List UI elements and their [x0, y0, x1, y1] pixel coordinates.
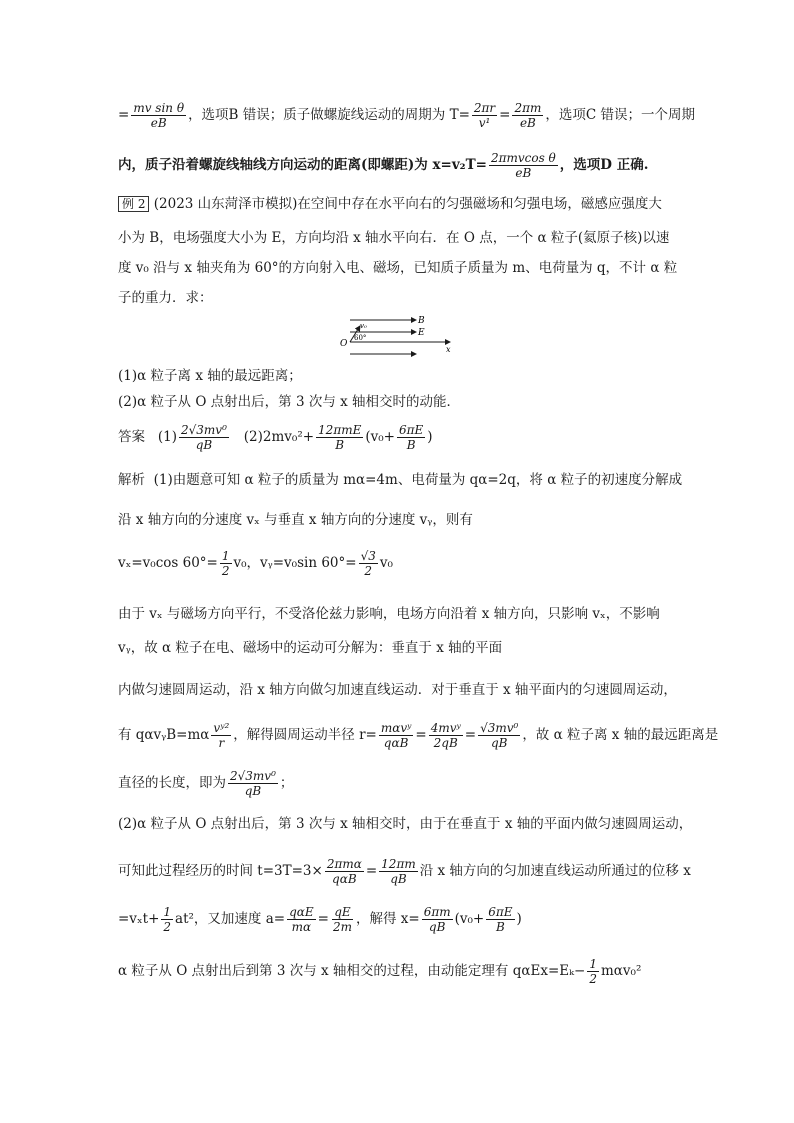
- fraction: $\frac{\text{mv sin θ}}{eB}$: [133, 101, 185, 130]
- label-O: O: [340, 339, 348, 349]
- solution-line-9: (2)α 粒子从 O 点射出后，第 3 次与 x 轴相交时，由于在垂直于 x 轴的平面内做匀速圆周运动，: [118, 816, 693, 832]
- solution-line-1: 解析 (1)由题意可知 α 粒子的质量为 mα=4m、电荷量为 qα=2q，将 α 粒子的初速度分解成: [118, 472, 683, 488]
- example-line-1: 例 2 (2023 山东菏泽市模拟)在空间中存在水平向右的匀强磁场和匀强电场，磁感应强度大: [118, 198, 662, 212]
- label-angle: 60°: [354, 334, 367, 342]
- example-line-2: 小为 B，电场强度大小为 E，方向均沿 x 轴水平向右．在 O 点，一个 α 粒子(氦原子核)以速: [118, 230, 670, 246]
- answer-line: 答案 (1) $\frac{\text{2√3mv⁰}}{qB}$ (2)2mv₀²+ $\frac{\text{12πmE}}{B}$ (v₀+ $\frac{6\pi E}{B}$ ): [118, 423, 433, 452]
- solution-line-5: vᵧ，故 α 粒子在电、磁场中的运动可分解为：垂直于 x 轴的平面: [118, 640, 503, 656]
- solution-line-3: vₓ=v₀cos 60°= $\frac{1}{2}$ v₀，vᵧ=v₀sin 60°= $\frac{√3}{2}$ v₀: [118, 549, 393, 578]
- question-2: (2)α 粒子从 O 点射出后，第 3 次与 x 轴相交时的动能．: [118, 394, 461, 410]
- line-1: = $\frac{\text{mv sin θ}}{eB}$ ，选项B 错误；质子做螺旋线运动的周期为 T= $\frac{2\pi r}{\text{v¹}}$ = $\frac{2\pi m}{eB}$ ，选项C 错误；一个周期: [118, 101, 695, 130]
- label-E: E: [418, 328, 425, 338]
- example-line-4: 子的重力．求：: [118, 290, 213, 306]
- solution-line-6: 内做匀速圆周运动，沿 x 轴方向做匀加速直线运动．对于垂直于 x 轴平面内的匀速圆周运动，: [118, 682, 677, 698]
- answer-label: 答案: [118, 429, 145, 445]
- solution-line-4: 由于 vₓ 与磁场方向平行，不受洛伦兹力影响，电场方向沿着 x 轴方向，只影响 vₓ，不影响: [118, 606, 660, 622]
- label-B: B: [418, 316, 425, 326]
- field-diagram: [330, 312, 470, 360]
- label-v0: v₀: [360, 322, 367, 330]
- solution-line-12: α 粒子从 O 点射出后到第 3 次与 x 轴相交的过程，由动能定理有 qαEx=Eₖ− $\frac{1}{2}$ mαv₀²: [118, 957, 642, 986]
- example-tag: 例 2: [118, 196, 149, 212]
- solution-line-7: 有 qαvᵧB=mα $\frac{\text{vʸ²}}{r}$ ，解得圆周运动半径 r= $\frac{\text{mαvʸ}}{\text{qαB}}$ = $\frac{\text{4mvʸ}}{2qB}$ = $\frac{\text{√3mv⁰}}{qB}$ ，故 α 粒子离 x 轴的最远距离是: [118, 721, 719, 750]
- solution-line-8: 直径的长度，即为 $\frac{\text{2√3mv⁰}}{qB}$ ；: [118, 769, 294, 798]
- solution-line-2: 沿 x 轴方向的分速度 vₓ 与垂直 x 轴方向的分速度 vᵧ，则有: [118, 512, 473, 528]
- solution-label: 解析: [118, 472, 145, 488]
- solution-line-11: =vₓt+ $\frac{1}{2}$ at²，又加速度 a= $\frac{\text{qαE}}{m\alpha}$ = $\frac{qE}{2m}$ ，解得 x= $\frac{6\pi m}{qB}$ (v₀+ $\frac{6\pi E}{B}$ ): [118, 905, 522, 934]
- question-1: (1)α 粒子离 x 轴的最远距离；: [118, 368, 302, 384]
- label-x: x: [446, 345, 451, 354]
- solution-line-10: 可知此过程经历的时间 t=3T=3× $\frac{\text{2πmα}}{\text{qαB}}$ = $\frac{12\pi m}{qB}$ 沿 x 轴方向的匀加速直线运动所通过的位移 x: [118, 857, 691, 886]
- example-line-3: 度 v₀ 沿与 x 轴夹角为 60°的方向射入电、磁场，已知质子质量为 m、电荷量为 q，不计 α 粒: [118, 260, 678, 276]
- line-2: 内，质子沿着螺旋线轴线方向运动的距离(即螺距)为 x=v₂T= $\frac{\text{2πmvcos θ}}{eB}$ ，选项D 正确.: [118, 151, 649, 180]
